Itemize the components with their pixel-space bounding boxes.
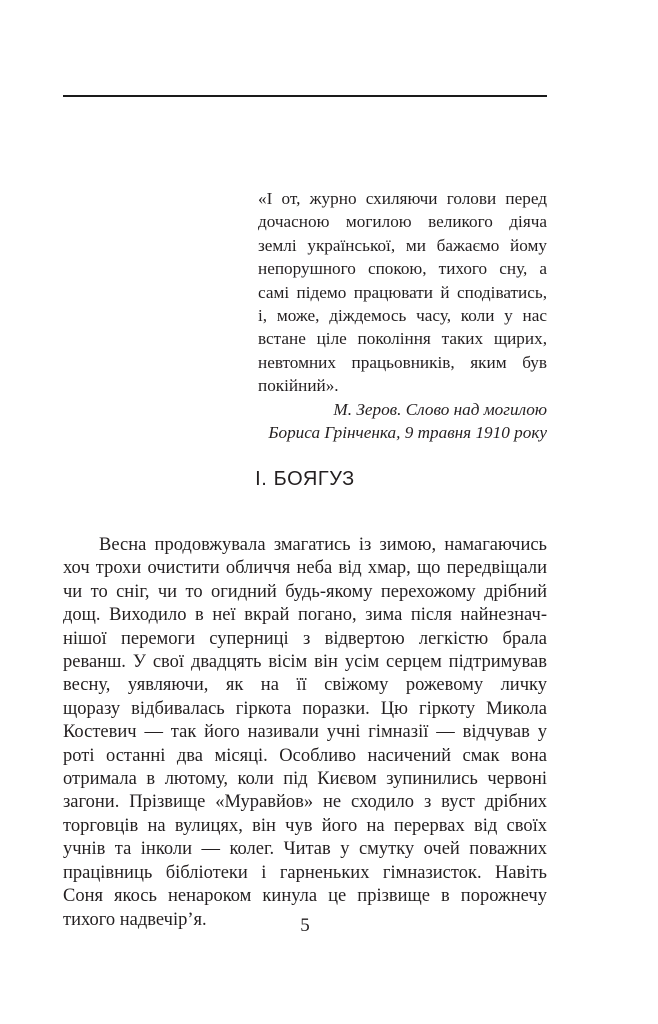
body-line: роті останні два місяці. Особливо насичений смак вона [63, 745, 547, 766]
epigraph-attribution: Бориса Грінченка, 9 травня 1910 року [268, 423, 547, 443]
epigraph-line: дочасною могилою великого діяча [258, 212, 547, 232]
epigraph-line: самі підемо працювати й сподіватись, [258, 282, 547, 302]
body-line: дощ. Виходило в неї вкрай погано, зима після найнезнач- [63, 605, 547, 626]
epigraph [258, 187, 547, 444]
epigraph-line: «І от, журно схиляючи голови перед [258, 189, 547, 208]
body-line: реванш. У свої двадцять вісім він усім серцем підтримував [63, 652, 547, 673]
epigraph-line: покійний». [258, 376, 339, 396]
body-line: торговців на вулицях, він чув його на перервах від своїх [63, 815, 547, 836]
body-line: учнів та інколи — колег. Читав у смутку очей поважних [63, 839, 547, 860]
epigraph-line: і, може, діждемось часу, коли у нас [258, 306, 547, 326]
epigraph-line: непорушного спокою, тихого сну, а [258, 259, 547, 279]
body-line: нішої перемоги суперниці з відвертою легкістю брала [63, 628, 547, 649]
epigraph-line: невтомних працьовників, яким був [258, 352, 547, 372]
body-line: Костевич — так його називали учні гімназії — відчував у [63, 722, 547, 743]
header-rule [63, 95, 547, 97]
body-line: весну, уявляючи, як на її свіжому рожевому личку [63, 675, 547, 696]
body-line: Весна продовжувала змагатись із зимою, намагаючись [99, 535, 547, 555]
epigraph-line: встане ціле покоління таких щирих, [258, 329, 547, 349]
body-line: отримала в лютому, коли під Києвом зупинились червоні [63, 769, 547, 790]
epigraph-line: землі української, ми бажаємо йому [258, 235, 547, 255]
body-line: щоразу відбивалась гіркота поразки. Цю гіркоту Микола [63, 698, 547, 719]
body-line: хоч трохи очистити обличчя неба від хмар, що передвіщали [63, 558, 547, 579]
body-line: працівниць бібліотеки і гарненьких гімназисток. Навіть [63, 862, 547, 883]
body-line: чи то сніг, чи то огидний будь-якому перехожому дрібний [63, 581, 547, 602]
body-paragraph [63, 534, 547, 932]
page-number: 5 [300, 915, 310, 936]
epigraph-attribution: М. Зеров. Слово над могилою [333, 399, 547, 419]
body-line: загони. Прізвище «Муравйов» не сходило з вуст дрібних [63, 792, 547, 813]
body-line: Соня якось ненароком кинула це прізвище в порожнечу [63, 886, 547, 907]
chapter-title: І. БОЯГУЗ [255, 468, 355, 490]
body-line: тихого надвечір’я. [63, 909, 207, 930]
